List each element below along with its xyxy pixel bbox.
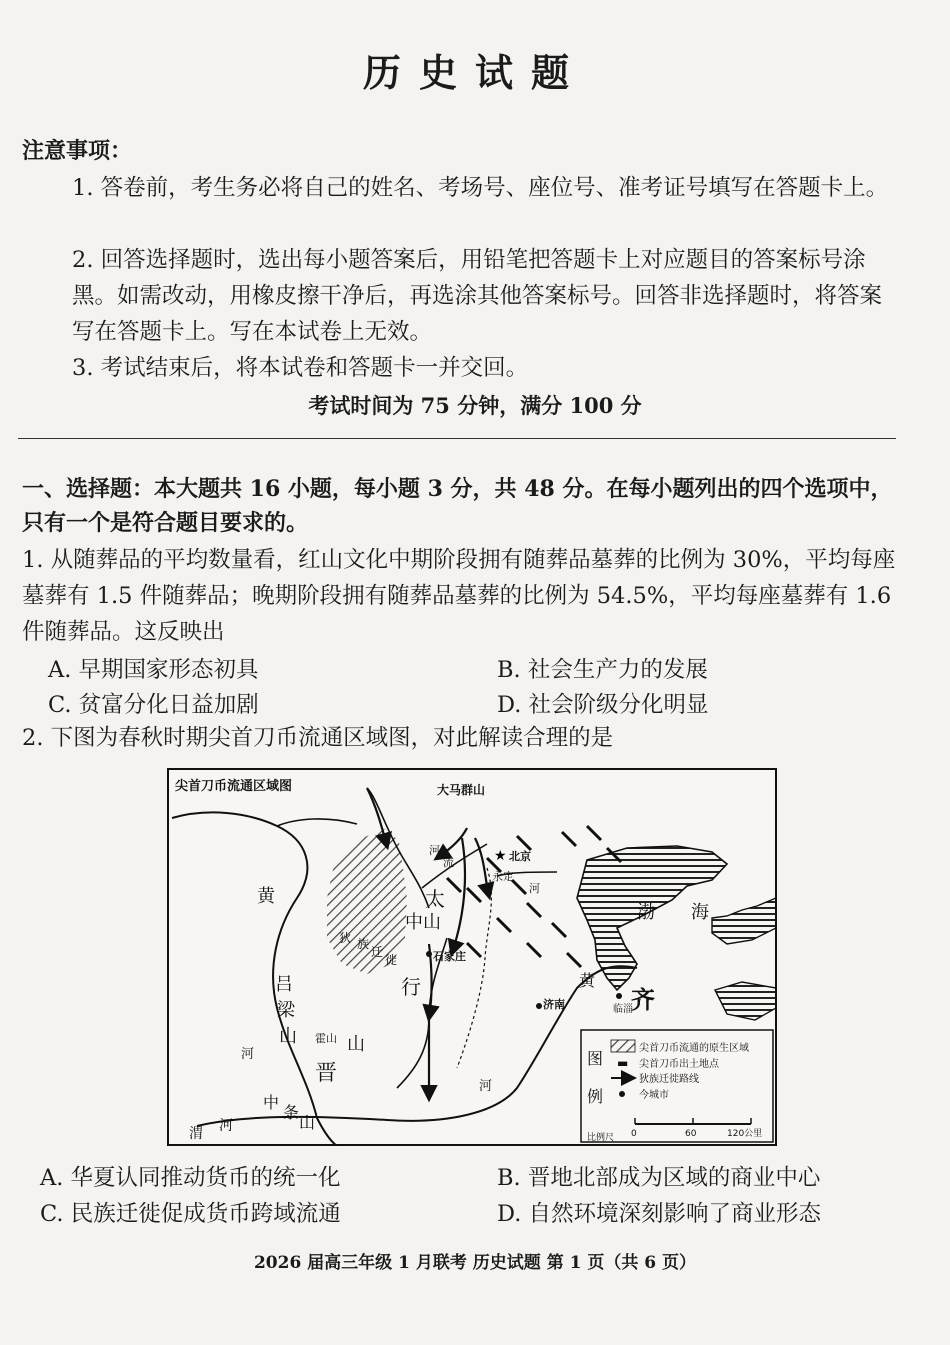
label-liang: 梁: [277, 1000, 295, 1021]
label-lvliang-shan: 山: [279, 1026, 297, 1047]
question-1-stem: 1. 从随葬品的平均数量看，红山文化中期阶段拥有随葬品墓葬的比例为 30%，平均每座墓葬有 1.5 件随葬品；晚期阶段拥有随葬品墓葬的比例为 54.5%，平均每座墓葬有 1.6 件随葬品。这反映出: [22, 547, 896, 645]
scale-label: 比例尺: [587, 1133, 615, 1143]
note-item-3: 3. 考试结束后，将本试卷和答题卡一并交回。: [72, 355, 529, 381]
q2-option-a: A. 华夏认同推动货币的统一化: [40, 1165, 341, 1191]
label-huoshan: 霍山: [315, 1032, 337, 1045]
label-tai: 太: [425, 887, 445, 911]
legend-item-find: 尖首刀币出土地点: [639, 1059, 719, 1070]
label-river-3: 河: [241, 1047, 255, 1062]
label-damashan: 大马群山: [437, 783, 486, 797]
question-2-stem: 2. 下图为春秋时期尖首刀币流通区域图，对此解读合理的是: [22, 725, 614, 751]
q1-option-c: C. 贫富分化日益加剧: [48, 692, 259, 718]
legend-item-route: 狄族迁徙路线: [639, 1074, 699, 1085]
label-jin: 晋: [315, 1061, 338, 1086]
q2-option-c: C. 民族迁徙促成货币跨域流通: [40, 1201, 341, 1227]
label-tiao-shan: 山: [299, 1113, 316, 1132]
label-bo: 渤: [637, 902, 655, 923]
beijing-marker: ★: [494, 848, 507, 864]
legend-item-region: 尖首刀币流通的原生区域: [639, 1043, 749, 1054]
label-yongding: 永定: [492, 870, 514, 883]
label-river-1: 河: [429, 844, 440, 857]
legend-heading-2: 例: [587, 1087, 604, 1106]
label-jin-shan: 山: [347, 1034, 365, 1055]
label-zhong: 中: [263, 1093, 280, 1112]
label-qian: 迁: [371, 945, 384, 959]
label-di: 狄: [339, 931, 352, 945]
label-xi: 徙: [385, 953, 398, 967]
q2-option-b: B. 晋地北部成为区域的商业中心: [497, 1165, 821, 1191]
q1-option-d: D. 社会阶级分化明显: [497, 692, 709, 718]
label-lu: 吕: [275, 974, 293, 995]
scale-tick-60: 60: [685, 1129, 697, 1139]
note-item-1: 1. 答卷前，考生务必将自己的姓名、考场号、座位号、准考证号填写在答题卡上。: [72, 175, 889, 201]
label-river-4: 河: [219, 1118, 233, 1134]
currency-map: [167, 768, 777, 1146]
label-jinan: 济南: [543, 998, 565, 1011]
label-qi: 齐: [631, 986, 655, 1014]
page-footer: 2026 届高三年级 1 月联考 历史试题 第 1 页（共 6 页）: [253, 1253, 697, 1273]
label-huang-2: 黄: [579, 971, 596, 990]
q1-option-b: B. 社会生产力的发展: [497, 657, 708, 683]
label-zu: 族: [357, 937, 370, 951]
label-wei: 渭: [189, 1126, 203, 1142]
label-tiao: 条: [283, 1103, 300, 1122]
shijiazhuang-dot: [426, 951, 432, 957]
label-huang-1: 黄: [257, 886, 275, 907]
label-river-5: 河: [479, 1079, 493, 1094]
label-xing: 行: [401, 975, 421, 999]
map-title: 尖首刀币流通区域图: [175, 779, 293, 794]
notes-heading: 注意事项：: [22, 138, 133, 164]
section-heading: 一、选择题：本大题共 16 小题，每小题 3 分，共 48 分。在每小题列出的四个选项中，只有一个是符合题目要求的。: [22, 476, 893, 536]
label-hai: 海: [691, 902, 709, 923]
legend-heading: 图: [587, 1049, 604, 1068]
note-item-2: 2. 回答选择题时，选出每小题答案后，用铅笔把答题卡上对应题目的答案标号涂黑。如需改动，用橡皮擦干净后，再选涂其他答案标号。回答非选择题时，将答案写在答题卡上。写在本试卷上无效。: [72, 247, 883, 345]
map-legend: [581, 1030, 773, 1143]
exam-time: 考试时间为 75 分钟，满分 100 分: [308, 393, 642, 418]
page-title: 历史试题: [362, 50, 587, 95]
q1-option-a: A. 早期国家形态初具: [48, 657, 259, 683]
label-liu: 流: [443, 856, 454, 869]
svg-text:▬: ▬: [617, 1056, 629, 1070]
divider: [18, 438, 896, 439]
label-shijiazhuang: 石家庄: [433, 950, 466, 963]
scale-tick-120: 120公里: [727, 1129, 763, 1139]
label-river-2: 河: [529, 882, 540, 895]
scale-tick-0: 0: [631, 1129, 637, 1139]
label-zhongshan: 中山: [405, 912, 441, 933]
legend-item-city: 今城市: [639, 1090, 669, 1101]
label-linzi: 临淄: [613, 1004, 633, 1015]
label-beijing: 北京: [509, 850, 531, 863]
q2-option-d: D. 自然环境深刻影响了商业形态: [497, 1201, 822, 1227]
